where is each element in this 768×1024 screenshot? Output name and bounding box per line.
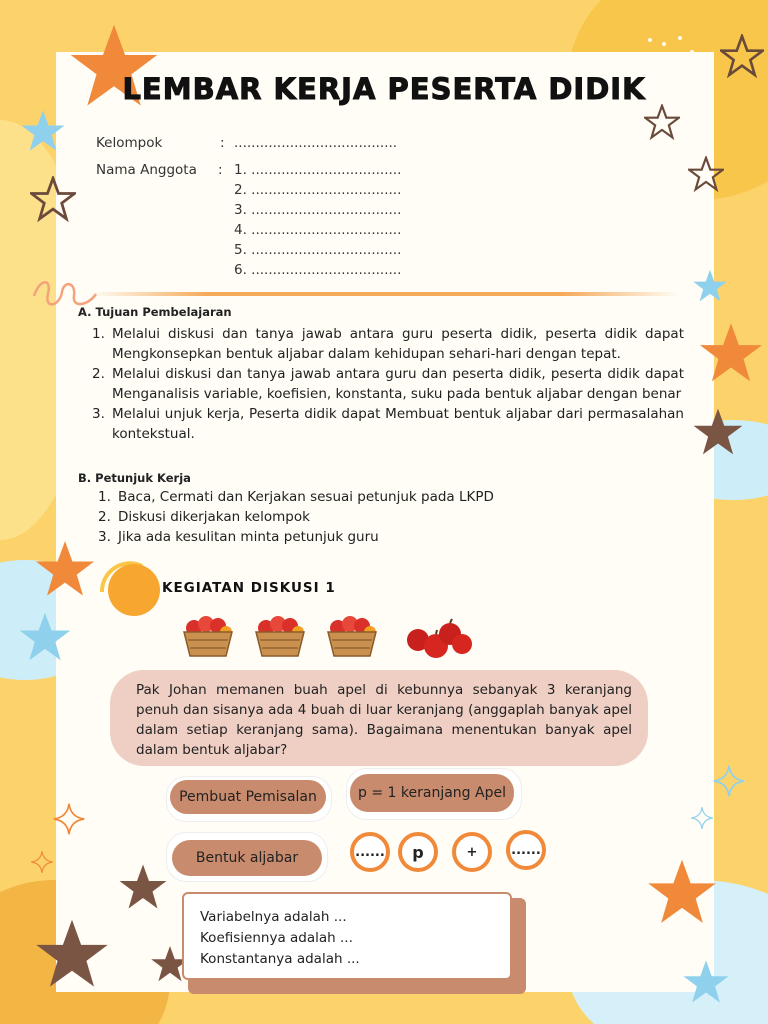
- member-field[interactable]: 4. ...................................: [234, 222, 402, 238]
- list-text: Melalui unjuk kerja, Peserta didik dapat Membuat bentuk aljabar dari permasalahan kontekstual.: [112, 406, 684, 442]
- sparkle-icon: [30, 850, 54, 874]
- member-field[interactable]: 2. ...................................: [234, 182, 402, 198]
- section-a-heading: A. Tujuan Pembelajaran: [78, 305, 232, 319]
- basket-icon: [324, 612, 380, 660]
- list-item: [92, 404, 684, 444]
- answer-line[interactable]: Konstantanya adalah ...: [200, 951, 360, 967]
- list-item: [98, 487, 690, 507]
- list-text: Melalui diskusi dan tanya jawab antara guru dan peserta didik, peserta didik dapat Menganalisis variable, koefisien, konstanta, suku pada bentuk aljabar dengan benar: [112, 366, 684, 402]
- star-icon: [18, 610, 72, 664]
- list-item: [92, 324, 684, 364]
- list-number: 1.: [98, 489, 111, 505]
- star-icon: [692, 406, 744, 458]
- list-number: 1.: [92, 326, 105, 342]
- nama-anggota-label: Nama Anggota: [96, 162, 197, 178]
- star-icon: [118, 862, 168, 912]
- list-item: [98, 507, 690, 527]
- basket-icon: [180, 612, 236, 660]
- list-item: [98, 527, 690, 547]
- list-text: Baca, Cermati dan Kerjakan sesuai petunjuk pada LKPD: [118, 489, 494, 505]
- sparkle-icon: [690, 806, 714, 830]
- member-field[interactable]: 1. ...................................: [234, 162, 402, 178]
- plus-token: +: [452, 832, 492, 872]
- list-text: Jika ada kesulitan minta petunjuk guru: [118, 529, 379, 545]
- list-item: [92, 364, 684, 404]
- page-title: LEMBAR KERJA PESERTA DIDIK: [122, 72, 646, 106]
- pemisalan-label: Pembuat Pemisalan: [170, 780, 326, 814]
- section-b-list: [98, 487, 690, 547]
- list-text: Melalui diskusi dan tanya jawab antara guru peserta didik, peserta didik dapat Mengkonsepkan bentuk aljabar dalam kehidupan sehari-hari dengan tepat.: [112, 326, 684, 362]
- answer-line[interactable]: Variabelnya adalah ...: [200, 909, 347, 925]
- answer-blank[interactable]: ......: [350, 832, 390, 872]
- star-icon: [646, 856, 718, 928]
- star-icon: [30, 176, 76, 222]
- sparkle-icon: [712, 764, 746, 798]
- kelompok-colon: :: [220, 135, 225, 151]
- list-number: 2.: [92, 366, 105, 382]
- variable-token: p: [398, 832, 438, 872]
- list-number: 2.: [98, 509, 111, 525]
- basket-icon: [252, 612, 308, 660]
- kelompok-label: Kelompok: [96, 135, 163, 151]
- list-text: Diskusi dikerjakan kelompok: [118, 509, 310, 525]
- apple-icon: [402, 618, 474, 660]
- star-icon: [34, 916, 110, 992]
- divider: [90, 292, 680, 296]
- nama-anggota-colon: :: [218, 162, 223, 178]
- section-a-list: [92, 324, 684, 444]
- member-field[interactable]: 6. ...................................: [234, 262, 402, 278]
- star-icon: [682, 958, 730, 1006]
- list-number: 3.: [92, 406, 105, 422]
- list-number: 3.: [98, 529, 111, 545]
- problem-text: Pak Johan memanen buah apel di kebunnya sebanyak 3 keranjang penuh dan sisanya ada 4 buah di luar keranjang (anggaplah banyak apel dalam setiap keranjang sama). Bagaimana menentukan banyak apel dalam bentuk aljabar?: [136, 682, 632, 758]
- star-icon: [34, 538, 96, 600]
- sparkle-icon: [52, 802, 86, 836]
- kelompok-field[interactable]: ......................................: [234, 135, 398, 151]
- section-b-heading: B. Petunjuk Kerja: [78, 471, 191, 485]
- answer-blank[interactable]: ......: [506, 830, 546, 870]
- answer-line[interactable]: Koefisiennya adalah ...: [200, 930, 353, 946]
- star-icon: [692, 268, 728, 304]
- member-field[interactable]: 5. ...................................: [234, 242, 402, 258]
- star-icon: [20, 108, 66, 154]
- member-field[interactable]: 3. ...................................: [234, 202, 402, 218]
- star-icon: [698, 320, 764, 386]
- sun-icon: [94, 556, 168, 620]
- activity-title: KEGIATAN DISKUSI 1: [162, 580, 336, 596]
- bentuk-aljabar-label: Bentuk aljabar: [172, 840, 322, 876]
- star-icon: [688, 156, 724, 192]
- pemisalan-value: p = 1 keranjang Apel: [350, 774, 514, 812]
